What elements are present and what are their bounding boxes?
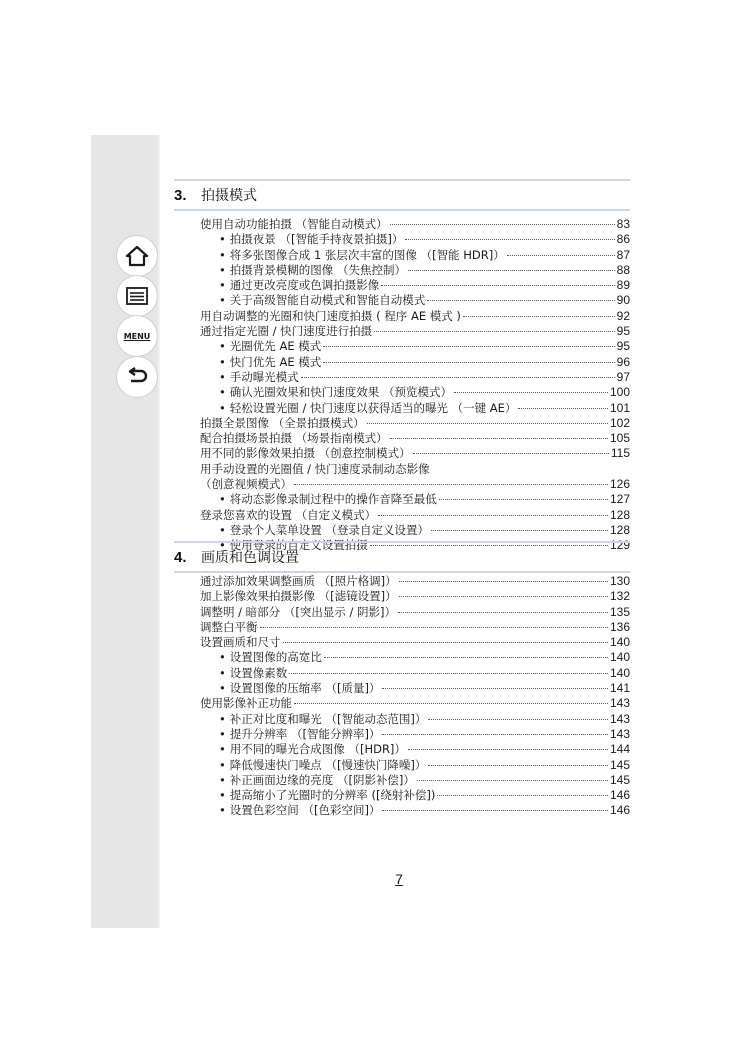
toc-entry-title: 调整白平衡 (200, 619, 258, 634)
toc-entry[interactable] (200, 605, 630, 620)
toc-entry-title: 设置像素数 (229, 665, 288, 680)
toc-entry-page: 136 (609, 619, 630, 634)
dot-leader (507, 255, 615, 256)
toc-entry-title: 关于高级智能自动模式和智能自动模式 (229, 293, 426, 308)
toc-entry-page: 95 (616, 324, 630, 339)
bullet-icon: • (219, 650, 226, 665)
dot-leader (428, 719, 608, 720)
bullet-icon: • (219, 262, 226, 277)
toc-entry[interactable] (200, 492, 630, 507)
dot-leader (294, 703, 608, 704)
toc-entry-title: 登录您喜欢的设置 （自定义模式） (200, 507, 377, 522)
section-title: 画质和色调设置 (201, 550, 299, 566)
toc-entry-page: 143 (609, 696, 630, 711)
dot-leader (390, 438, 608, 439)
bullet-icon: • (219, 369, 226, 384)
dot-leader (399, 581, 608, 582)
toc-entry-page: 140 (609, 665, 630, 680)
toc-entry-page: 145 (609, 757, 630, 772)
toc-entry-page: 96 (616, 354, 630, 369)
toc-entry[interactable] (200, 773, 630, 788)
dot-leader (454, 392, 608, 393)
contents-button[interactable] (117, 276, 157, 316)
section-number: 3. (174, 186, 187, 204)
toc-entry[interactable] (200, 788, 630, 803)
toc-entry-title: 拍摄全景图像 （全景拍摄模式） (200, 415, 365, 430)
toc-entry[interactable] (200, 650, 630, 665)
toc-entry-page: 92 (616, 308, 630, 323)
toc-entry-title: 轻松设置光圈 / 快门速度以获得适当的曝光 （一键 AE） (229, 400, 517, 415)
toc-entry[interactable] (200, 620, 630, 635)
dot-leader (381, 285, 614, 286)
toc-entry[interactable] (200, 416, 630, 431)
toc-entry-title: 用自动调整的光圈和快门速度拍摄 ( 程序 AE 模式 ) (200, 308, 461, 323)
bullet-icon: • (219, 538, 226, 553)
toc-entry[interactable] (200, 758, 630, 773)
toc-entry[interactable] (200, 727, 630, 742)
dot-leader (301, 377, 615, 378)
bullet-icon: • (219, 354, 226, 369)
toc-entry[interactable] (200, 446, 630, 461)
toc-entry-title: 将动态影像录制过程中的操作音降至最低 (229, 492, 437, 507)
dot-leader (518, 408, 608, 409)
dot-leader (289, 673, 608, 674)
toc-entry[interactable] (200, 742, 630, 757)
section-header-3 (174, 179, 630, 211)
toc-entry-page: 86 (616, 232, 630, 247)
toc-entry[interactable] (200, 803, 630, 818)
toc-entry-page: 146 (609, 803, 630, 818)
toc-entry-title: 提升分辨率 （[智能分辨率]） (229, 726, 381, 741)
bullet-icon: • (219, 803, 226, 818)
dot-leader (324, 657, 608, 658)
toc-entry-title: 拍摄背景模糊的图像 （失焦控制） (229, 262, 406, 277)
toc-entry[interactable] (200, 263, 630, 278)
toc-entry-title: 通过更改亮度或色调拍摄影像 (229, 278, 380, 293)
toc-entry-title: 通过指定光圈 / 快门速度进行拍摄 (200, 324, 373, 339)
toc-entry-title: 光圈优先 AE 模式 (229, 339, 322, 354)
back-button[interactable] (117, 357, 157, 397)
toc-entry-page: 95 (616, 339, 630, 354)
dot-leader (374, 331, 614, 332)
dot-leader (437, 795, 608, 796)
bullet-icon: • (219, 742, 226, 757)
toc-entry[interactable] (200, 477, 630, 492)
bullet-icon: • (219, 247, 226, 262)
bullet-icon: • (219, 339, 226, 354)
toc-entry[interactable] (200, 248, 630, 263)
toc-entry[interactable] (200, 401, 630, 416)
toc-entry-title: 通过添加效果调整画质 （[照片格调]） (200, 574, 397, 588)
dot-leader (382, 810, 608, 811)
toc-entry-title: 快门优先 AE 模式 (229, 354, 322, 369)
dot-leader (431, 530, 608, 531)
toc-entry[interactable] (200, 278, 630, 293)
dot-leader (382, 688, 608, 689)
bullet-icon: • (219, 757, 226, 772)
toc-entry-title: 补正对比度和曝光 （[智能动态范围]） (229, 711, 427, 726)
toc-entry-title: （创意视频模式） (200, 477, 292, 492)
toc-entry-page: 140 (609, 635, 630, 650)
toc-entry-page: 89 (616, 278, 630, 293)
bullet-icon: • (219, 492, 226, 507)
toc-entry[interactable] (200, 523, 630, 538)
dot-leader (417, 780, 608, 781)
dot-leader (323, 362, 614, 363)
toc-entry[interactable] (200, 635, 630, 650)
home-icon (125, 245, 149, 267)
section-header-4 (174, 541, 630, 573)
bullet-icon: • (219, 232, 226, 247)
toc-entry-title: 拍摄夜景 （[智能手持夜景拍摄]） (229, 232, 404, 247)
dot-leader (399, 596, 608, 597)
menu-button[interactable] (117, 316, 157, 356)
bullet-icon: • (219, 278, 226, 293)
toc-entry[interactable] (200, 462, 630, 477)
dot-leader (294, 484, 608, 485)
toc-entry[interactable] (200, 681, 630, 696)
toc-entry-page: 97 (616, 369, 630, 384)
bullet-icon: • (219, 665, 226, 680)
toc-list-section-3 (200, 217, 630, 554)
toc-entry-page: 145 (609, 772, 630, 787)
dot-leader (323, 346, 614, 347)
toc-entry-page: 88 (616, 262, 630, 277)
toc-entry-page: 127 (609, 492, 630, 507)
toc-entry-page: 129 (609, 538, 630, 553)
dot-leader (408, 270, 615, 271)
dot-leader (408, 749, 608, 750)
bullet-icon: • (219, 385, 226, 400)
dot-leader (439, 499, 608, 500)
dot-leader (382, 734, 608, 735)
toc-entry-page: 83 (616, 217, 630, 231)
toc-entry-title: 用手动设置的光圈值 / 快门速度录制动态影像 (200, 461, 430, 476)
bullet-icon: • (219, 293, 226, 308)
toc-entry-page: 130 (609, 574, 630, 588)
toc-entry-title: 确认光圈效果和快门速度效果 （预览模式） (229, 385, 452, 400)
toc-entry-title: 降低慢速快门噪点 （[慢速快门降噪]） (229, 757, 427, 772)
toc-entry-title: 用不同的影像效果拍摄 （创意控制模式） (200, 446, 411, 461)
sidebar-divider (158, 135, 160, 928)
toc-entry-title: 登录个人菜单设置 （登录自定义设置） (229, 522, 429, 537)
dot-leader (367, 423, 608, 424)
toc-entry-title: 使用登录的自定义设置拍摄 (229, 538, 368, 553)
toc-entry[interactable] (200, 293, 630, 308)
toc-entry-title: 补正画面边缘的亮度 （[阴影补偿]） (229, 772, 415, 787)
toc-entry-page: 101 (609, 400, 630, 415)
toc-entry-title: 调整明 / 暗部分 （[突出显示 / 阴影]） (200, 604, 396, 619)
toc-entry-page: 141 (609, 681, 630, 696)
toc-entry-page: 144 (609, 742, 630, 757)
toc-entry[interactable] (200, 232, 630, 247)
dot-leader (390, 224, 615, 225)
bullet-icon: • (219, 788, 226, 803)
toc-entry-title: 用不同的曝光合成图像 （[HDR]） (229, 742, 406, 757)
toc-entry-title: 设置画质和尺寸 (200, 635, 281, 650)
toc-entry-page: 126 (609, 477, 630, 492)
toc-entry[interactable] (200, 666, 630, 681)
section-title: 拍摄模式 (201, 188, 257, 204)
toc-entry[interactable] (200, 370, 630, 385)
toc-entry[interactable] (200, 355, 630, 370)
menu-icon: MENU (123, 331, 151, 341)
toc-entry-page: 128 (609, 507, 630, 522)
toc-entry[interactable] (200, 431, 630, 446)
toc-entry[interactable] (200, 324, 630, 339)
toc-entry-page: 100 (609, 385, 630, 400)
toc-entry[interactable] (200, 696, 630, 711)
page-number: 7 (395, 871, 403, 887)
toc-entry-title: 使用影像补正功能 (200, 696, 292, 711)
toc-entry-page: 87 (616, 247, 630, 262)
home-button[interactable] (117, 236, 157, 276)
dot-leader (405, 239, 614, 240)
toc-entry-page: 90 (616, 293, 630, 308)
toc-entry[interactable] (200, 712, 630, 727)
section-number: 4. (174, 548, 187, 566)
toc-entry[interactable] (200, 574, 630, 589)
toc-entry-page: 140 (609, 650, 630, 665)
toc-entry[interactable] (200, 217, 630, 232)
toc-entry-title: 提高缩小了光圈时的分辨率 ([绕射补偿]) (229, 788, 436, 803)
toc-entry-title: 将多张图像合成 1 张层次丰富的图像 （[智能 HDR]） (229, 247, 505, 262)
toc-entry-title: 手动曝光模式 (229, 369, 299, 384)
toc-entry[interactable] (200, 508, 630, 523)
toc-entry-page: 105 (609, 431, 630, 446)
dot-leader (260, 627, 608, 628)
dot-leader (413, 453, 609, 454)
toc-list-section-4 (200, 574, 630, 819)
toc-entry-page: 102 (609, 415, 630, 430)
dot-leader (283, 642, 608, 643)
bullet-icon: • (219, 772, 226, 787)
toc-entry-page: 128 (609, 522, 630, 537)
bullet-icon: • (219, 681, 226, 696)
bullet-icon: • (219, 522, 226, 537)
toc-entry-title: 使用自动功能拍摄 （智能自动模式） (200, 217, 388, 231)
back-arrow-icon (126, 367, 148, 387)
toc-entry-page: 143 (609, 726, 630, 741)
dot-leader (427, 300, 614, 301)
list-icon (126, 287, 148, 305)
toc-entry[interactable] (200, 385, 630, 400)
toc-entry-page: 143 (609, 711, 630, 726)
bullet-icon: • (219, 711, 226, 726)
toc-entry-title: 设置图像的压缩率 （[质量]） (229, 681, 381, 696)
toc-entry-page: 135 (609, 604, 630, 619)
toc-entry-title: 设置图像的高宽比 (229, 650, 322, 665)
toc-entry-page: 132 (609, 589, 630, 604)
dot-leader (463, 316, 615, 317)
dot-leader (428, 765, 608, 766)
bullet-icon: • (219, 726, 226, 741)
bullet-icon: • (219, 400, 226, 415)
toc-entry-page: 115 (610, 446, 630, 461)
toc-entry-title: 配合拍摄场景拍摄 （场景指南模式） (200, 431, 388, 446)
toc-entry[interactable] (200, 339, 630, 354)
toc-entry[interactable] (200, 309, 630, 324)
dot-leader (378, 515, 608, 516)
toc-entry-title: 加上影像效果拍摄影像 （[滤镜设置]） (200, 589, 397, 604)
dot-leader (398, 612, 608, 613)
toc-entry-page: 146 (609, 788, 630, 803)
toc-entry[interactable] (200, 589, 630, 604)
toc-entry-title: 设置色彩空间 （[色彩空间]） (229, 803, 381, 818)
